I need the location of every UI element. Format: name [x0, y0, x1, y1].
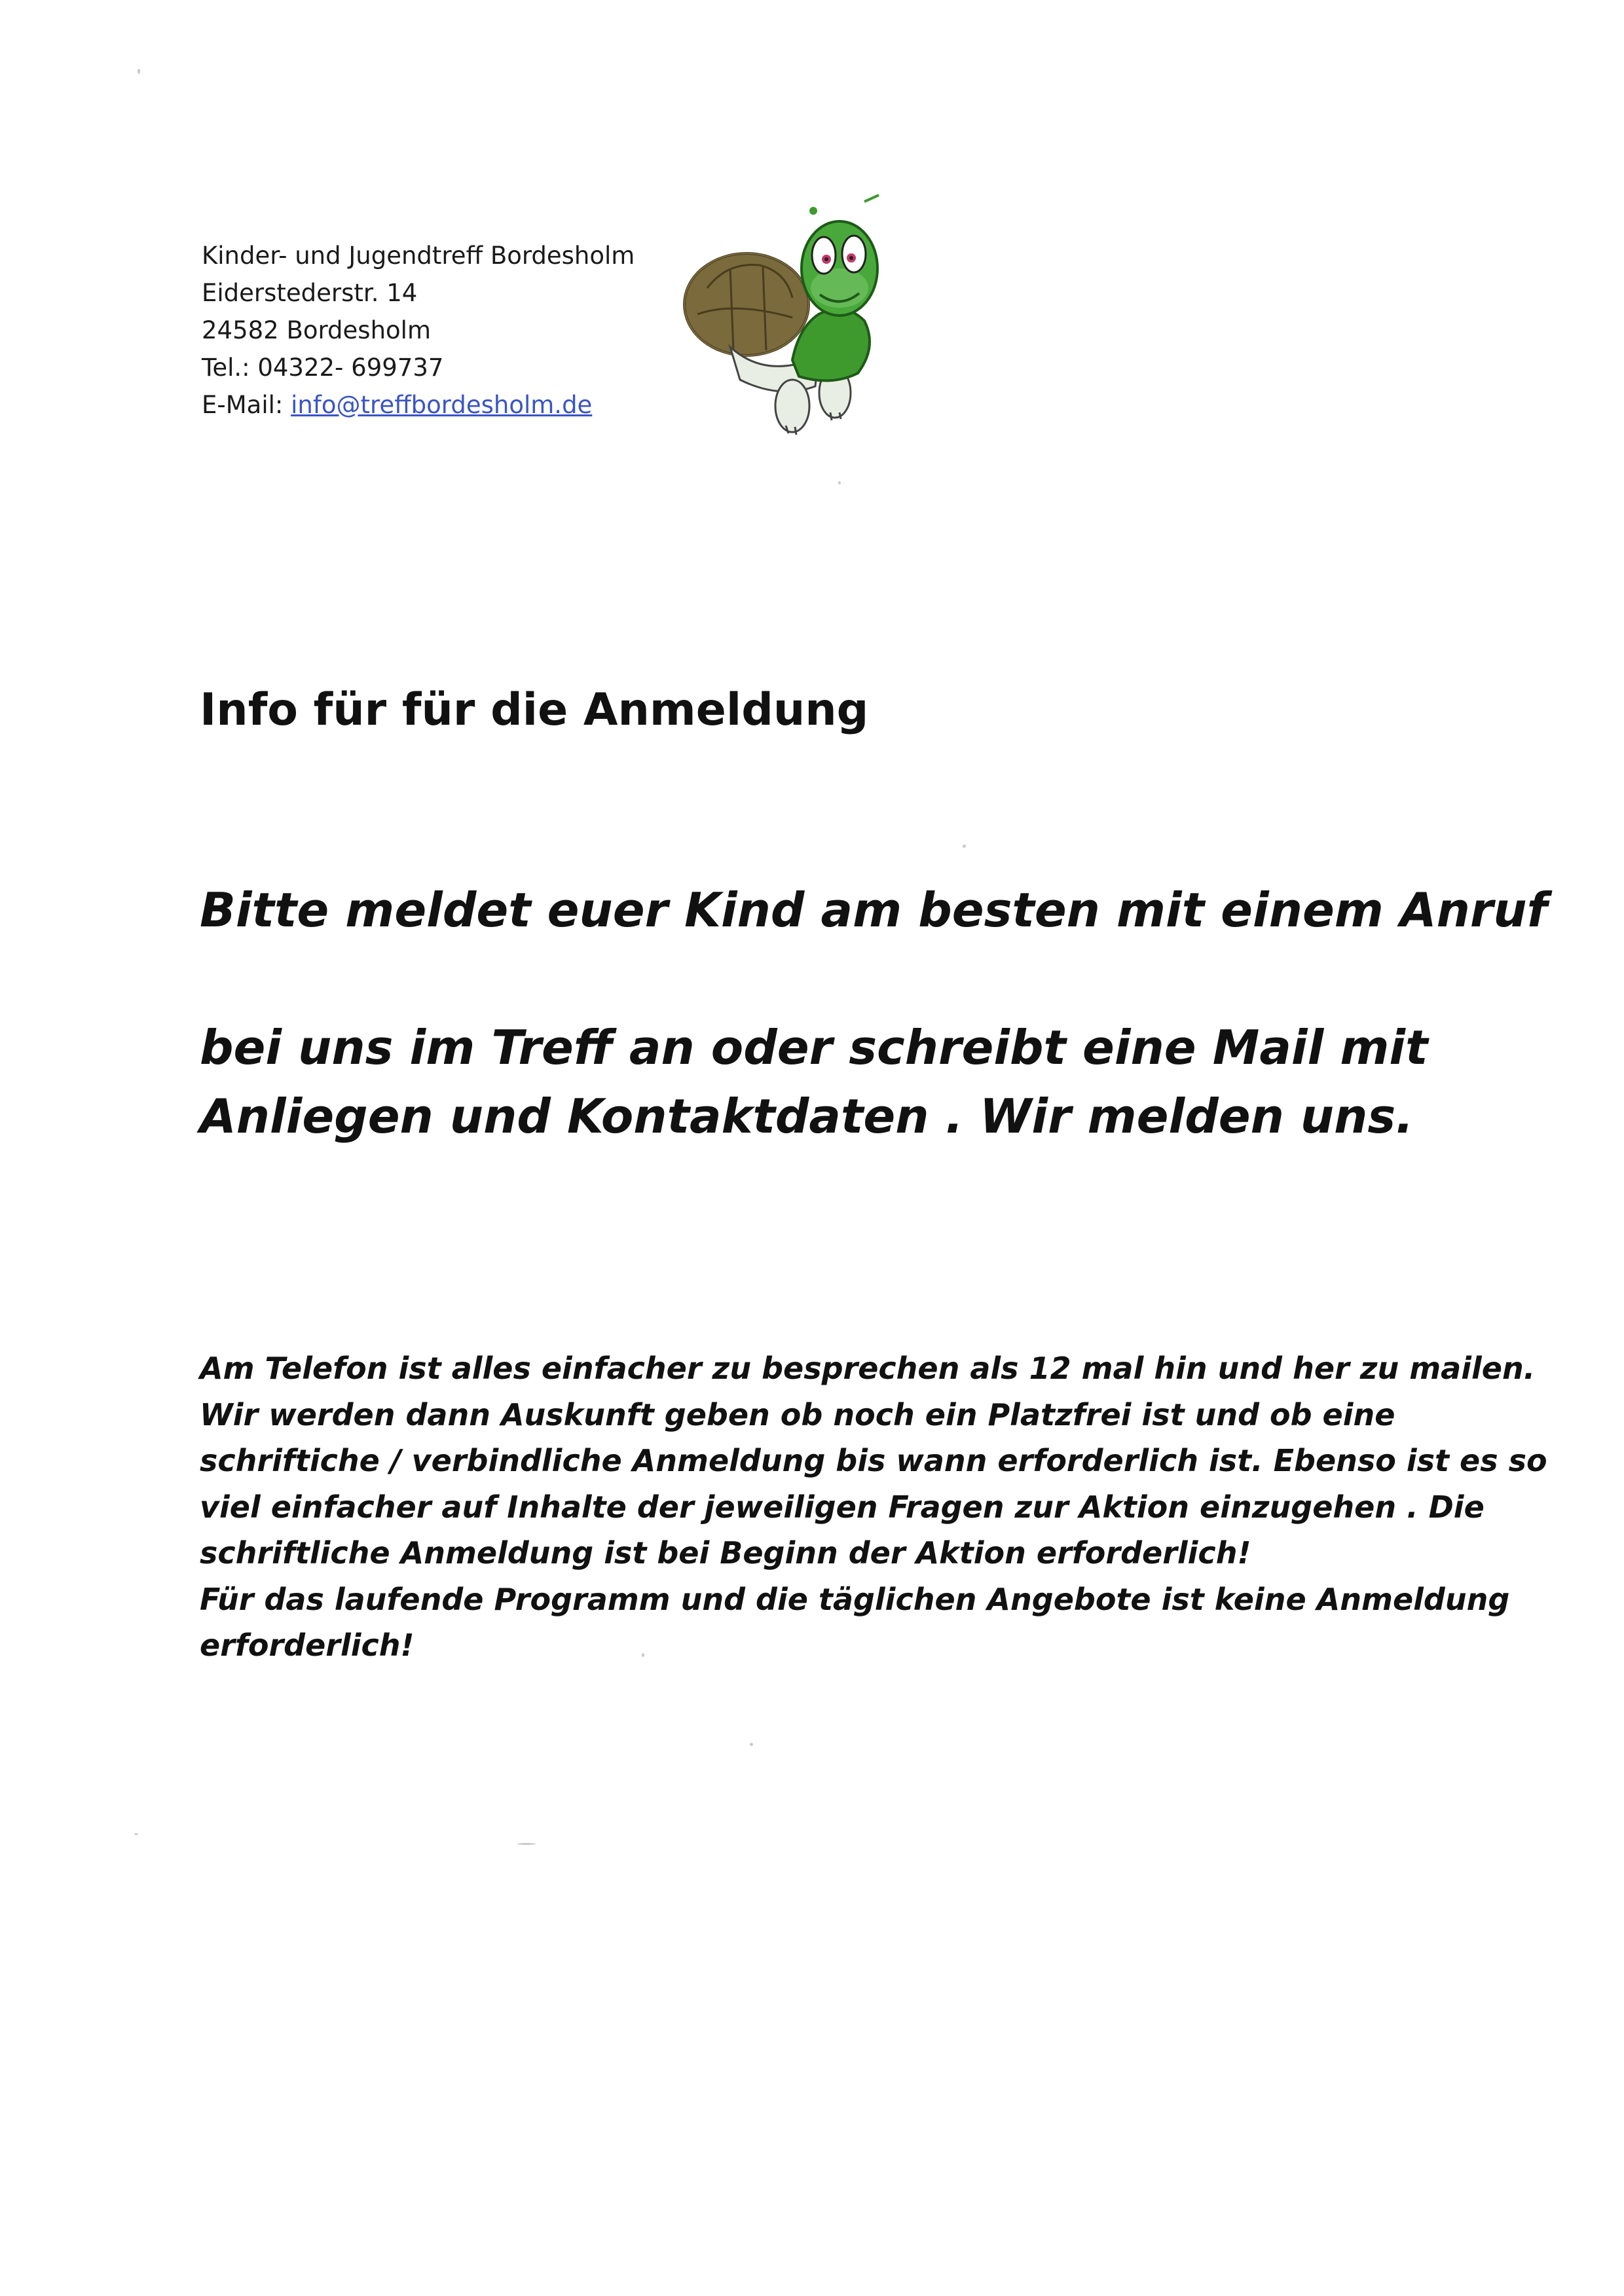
scan-speck: [642, 1653, 644, 1657]
street-address: Eiderstederstr. 14: [202, 279, 418, 307]
lead-line-3: Anliegen und Kontaktdaten . Wir melden uns.: [200, 1089, 1414, 1144]
scan-speck: [963, 845, 966, 848]
body-line: schriftiche / verbindliche Anmeldung bis wann erforderlich ist. Ebenso ist es so: [200, 1443, 1547, 1478]
body-line: Am Telefon ist alles einfacher zu besprechen als 12 mal hin und her zu mailen.: [200, 1351, 1536, 1386]
scan-speck: [750, 1743, 753, 1746]
body-line: viel einfacher auf Inhalte der jeweiligen Fragen zur Aktion einzugehen . Die: [200, 1489, 1485, 1525]
body-line: Wir werden dann Auskunft geben ob noch ein Platzfrei ist und ob eine: [200, 1396, 1395, 1432]
page-title: Info für für die Anmeldung: [200, 684, 869, 736]
city: 24582 Bordesholm: [202, 316, 431, 344]
scan-speck: [138, 69, 140, 74]
scan-speck: [134, 1833, 138, 1835]
turtle-mascot-icon: [668, 190, 904, 452]
email-line: [202, 386, 635, 424]
body-paragraph: [200, 1345, 1547, 1669]
phone-number: Tel.: 04322- 699737: [202, 354, 444, 382]
body-line: erforderlich!: [200, 1628, 415, 1663]
body-line: schriftliche Anmeldung ist bei Beginn der Aktion erforderlich!: [200, 1535, 1251, 1571]
body-line: Für das laufende Programm und die täglichen Angebote ist keine Anmeldung: [200, 1581, 1510, 1617]
lead-line-2: bei uns im Treff an oder schreibt eine Mail mit: [200, 1020, 1428, 1075]
address-block: [202, 237, 635, 424]
email-label: E-Mail:: [202, 391, 291, 419]
lead-line-1: Bitte meldet euer Kind am besten mit einem Anruf: [200, 883, 1547, 938]
org-name: Kinder- und Jugendtreff Bordesholm: [202, 242, 635, 270]
email-link[interactable]: info@treffbordesholm.de: [291, 391, 593, 419]
scan-speck: [838, 481, 841, 484]
scan-speck: [517, 1843, 536, 1845]
